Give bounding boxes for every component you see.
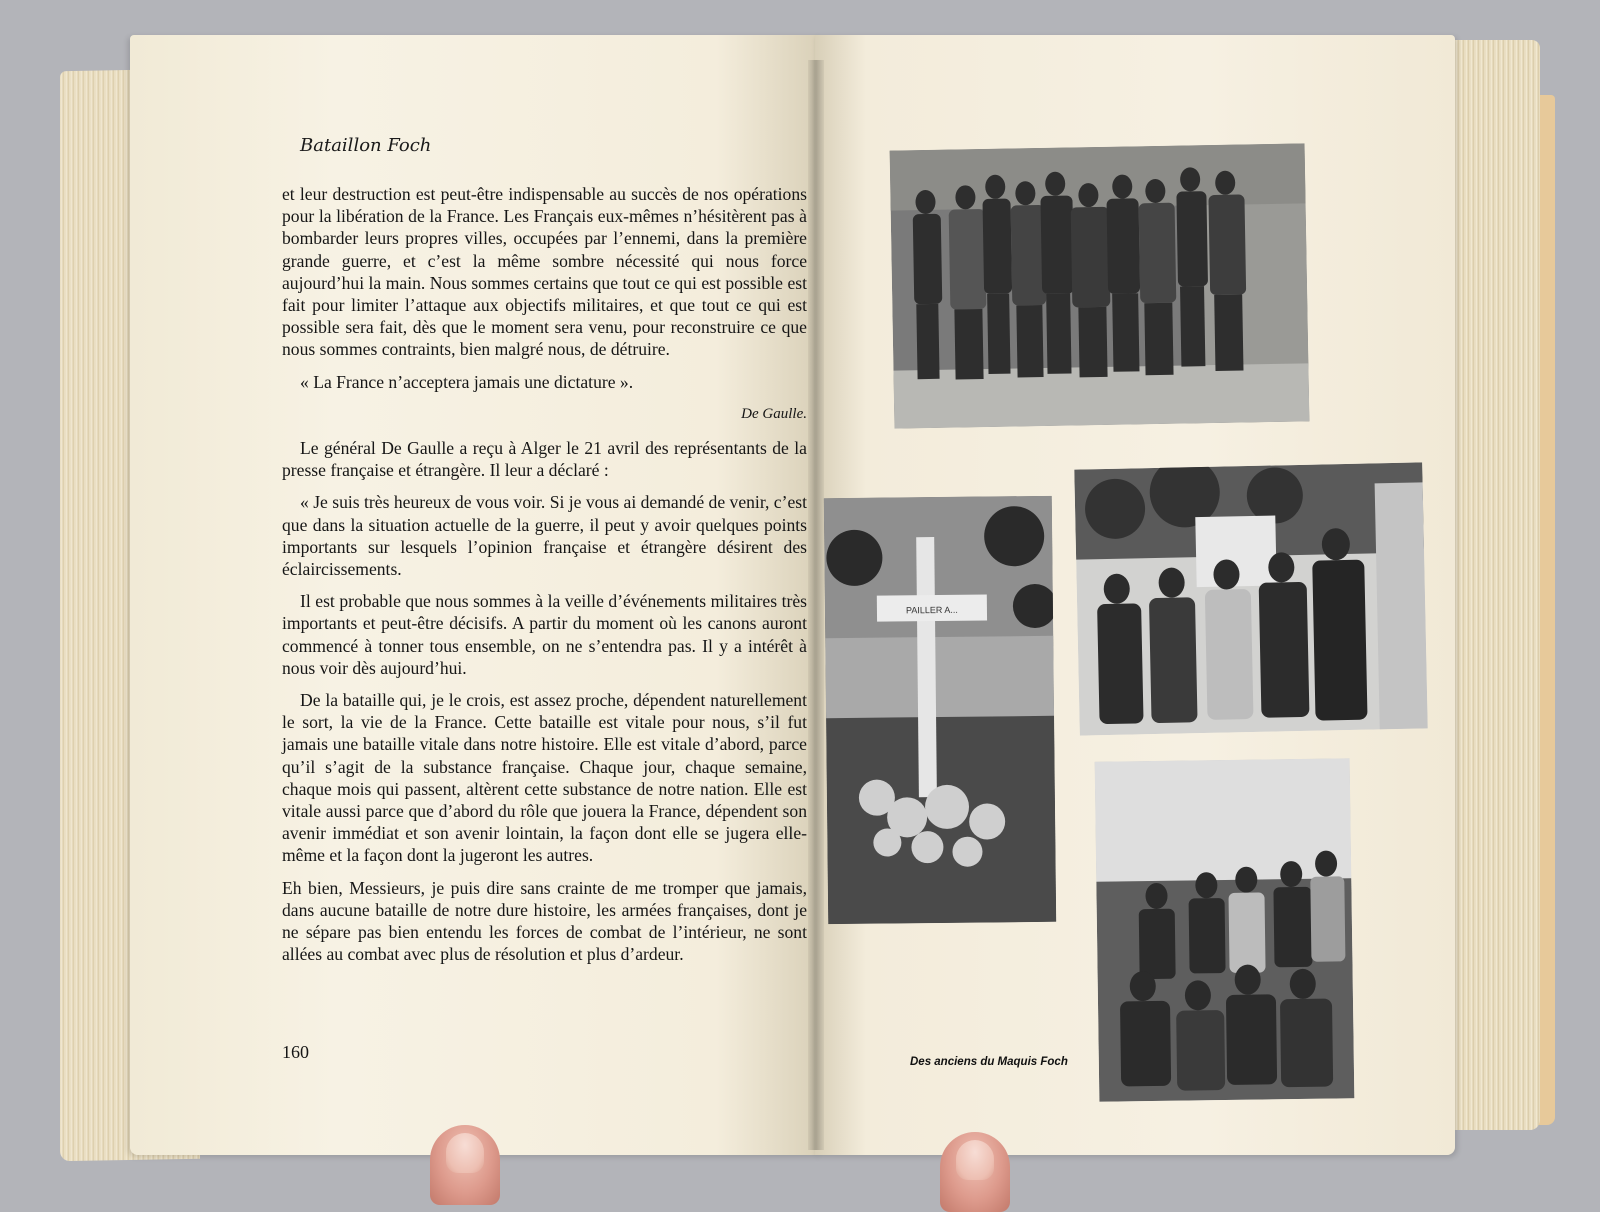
signature: De Gaulle. [741, 405, 807, 422]
photo-group-berets [1074, 462, 1427, 735]
quote-line: « La France n’acceptera jamais une dictature ». [300, 371, 634, 392]
paragraph: et leur destruction est peut-être indispensable au succès de nos opérations pour la libération de la France. Les Français eux-mêmes n’hésitèrent pas à bombarder leurs propres villes, occupées par l’ennemi, dans la première grande guerre, et c’est la même sombre nécessité qui nous force aujourd’hui la main. Nous sommes certains que tout ce qui est possible est fait pour limiter l’attaque aux objectifs militaires, et que tout ce qui est possible sera fait, dès que le moment sera venu, pour reconstruire ce que nous sommes contraints, bien malgré nous, de détruire. [282, 184, 807, 360]
paragraph: De la bataille qui, je le crois, est assez proche, dépendent naturellement le sort, la vie de la France. Cette bataille est vitale pour nous, s’il fut jamais une bataille vitale dans notre histoire. Elle est vitale d’abord, parce qu’il s’agit de la substance française. Chaque jour, chaque semaine, chaque mois qui passent, altèrent cette substance de notre nation. Elle est vitale aussi parce que d’abord du rôle que jouera la France, dépendent son avenir immédiat et son avenir lointain, la façon dont elle se jugera elle-même et la façon dont la jugeront les autres. [282, 690, 807, 866]
photo-caption: Des anciens du Maquis Foch [910, 1056, 1068, 1068]
paragraph: Le général De Gaulle a reçu à Alger le 21 avril des représentants de la presse française et étrangère. Il leur a déclaré : [282, 438, 807, 481]
page-number: 160 [282, 1042, 309, 1062]
photo-grave-cross [824, 496, 1056, 924]
book-gutter [808, 60, 824, 1150]
thumbnail-left [446, 1133, 484, 1173]
photo-group-standing [890, 143, 1310, 428]
body-text [282, 183, 807, 976]
paragraph: « Je suis très heureux de vous voir. Si je vous ai demandé de venir, c’est que dans la situation actuelle de la guerre, il peut y avoir quelques points importants sur lesquels l’opinion française et étrangère désirent des éclaircissements. [282, 492, 807, 580]
right-thumb [940, 1132, 1010, 1212]
photo-group-crouching [1095, 758, 1355, 1102]
cross-plaque-text: PAILLER A... [905, 604, 958, 616]
paragraph: Il est probable que nous sommes à la veille d’événements militaires très importants et peut-être décisifs. A partir du moment où les canons auront commencé à tonner tous ensemble, on ne s’entendra pas. Il y a intérêt à nous voir dès aujourd’hui. [282, 591, 807, 678]
paragraph: Eh bien, Messieurs, je puis dire sans crainte de me tromper que jamais, dans aucune bataille de notre dure histoire, les armées françaises, dont je ne sépare pas bien entendu les forces de combat de l’intérieur, ne sont allées au combat avec plus de résolution et plus d’ardeur. [282, 877, 807, 965]
left-thumb [430, 1125, 500, 1205]
thumbnail-right [956, 1140, 994, 1180]
running-head: Bataillon Foch [300, 135, 432, 156]
